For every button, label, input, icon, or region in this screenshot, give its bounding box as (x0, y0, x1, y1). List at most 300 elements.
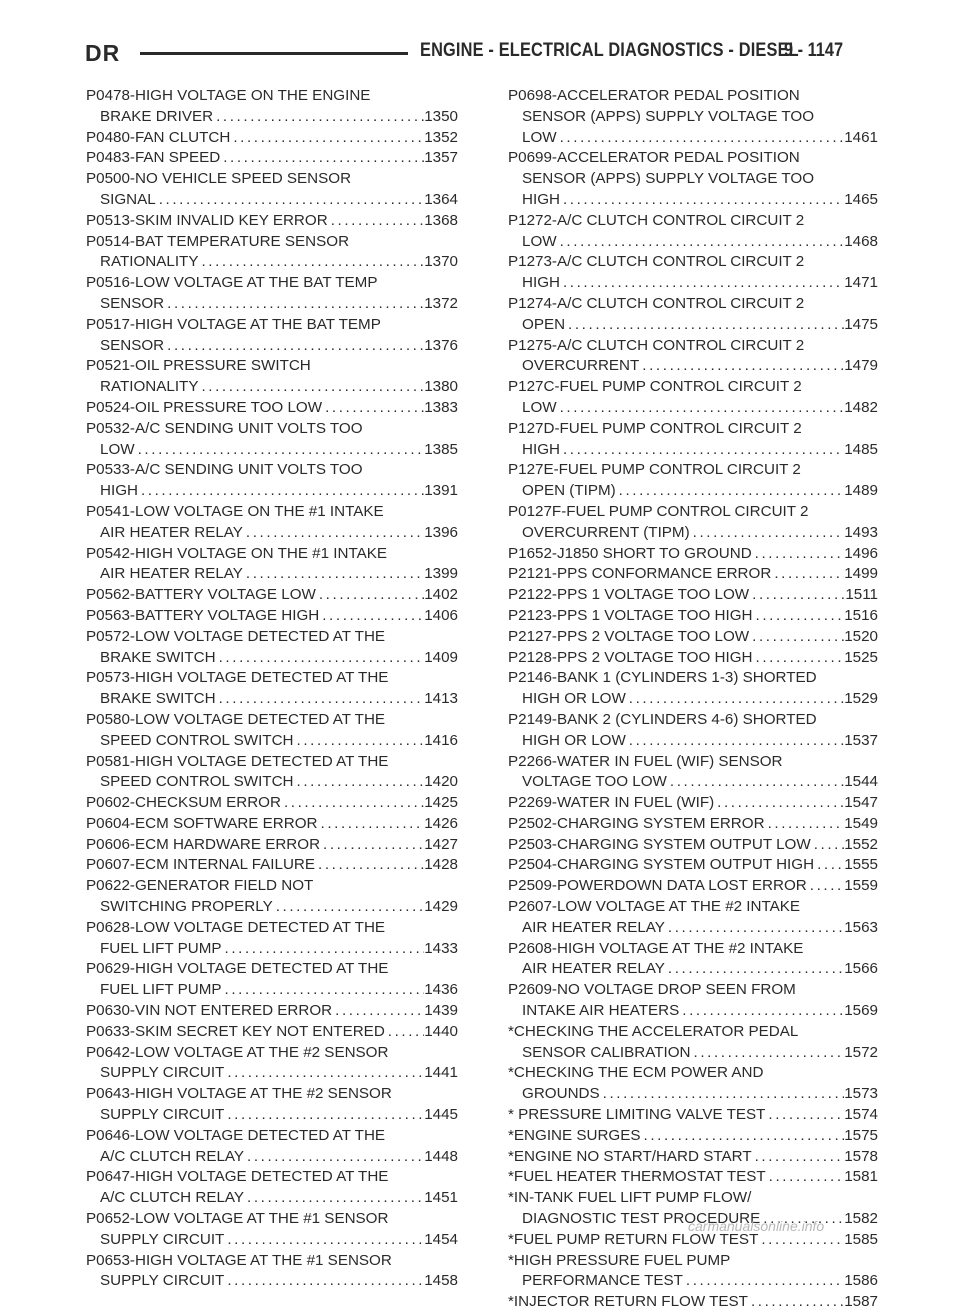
toc-entry-heading: P0521-OIL PRESSURE SWITCH (86, 357, 311, 375)
toc-entry-heading: P2607-LOW VOLTAGE AT THE #2 INTAKE (508, 898, 801, 916)
toc-entry[interactable] (86, 356, 458, 398)
toc-entry-title: HIGH (100, 482, 138, 500)
toc-entry[interactable] (86, 627, 458, 669)
toc-entry[interactable] (508, 1063, 878, 1105)
toc-entry-title: SIGNAL (100, 190, 156, 208)
toc-entry-page: 1482 (844, 398, 878, 416)
toc-entry-title: OPEN (TIPM) (522, 482, 616, 500)
toc-entry[interactable] (86, 1209, 458, 1251)
toc-column-left (86, 86, 458, 1292)
dot-leader (135, 440, 425, 461)
toc-entry-page: 1525 (844, 648, 878, 666)
toc-entry-page: 1461 (844, 128, 878, 146)
toc-entry[interactable] (508, 1292, 878, 1313)
toc-entry-title: BRAKE SWITCH (100, 648, 216, 666)
toc-entry-page: 1544 (844, 773, 878, 791)
toc-entry[interactable] (86, 86, 458, 128)
toc-entry-page: 1569 (844, 1002, 878, 1020)
toc-entry[interactable] (508, 939, 878, 981)
toc-entry-page: 1368 (424, 211, 458, 229)
toc-entry-title: P2128-PPS 2 VOLTAGE TOO HIGH (508, 648, 753, 666)
toc-entry[interactable] (508, 377, 878, 419)
dot-leader (315, 855, 424, 876)
toc-entry-heading: *HIGH PRESSURE FUEL PUMP (508, 1251, 731, 1269)
toc-entry-heading: *IN-TANK FUEL LIFT PUMP FLOW/ (508, 1189, 752, 1207)
toc-entry-title: P0513-SKIM INVALID KEY ERROR (86, 211, 328, 229)
toc-entry-heading: P0646-LOW VOLTAGE DETECTED AT THE (86, 1126, 386, 1144)
toc-entry-title: AIR HEATER RELAY (100, 523, 243, 541)
dot-leader (557, 232, 845, 253)
toc-entry-page: 1468 (844, 232, 878, 250)
toc-entry-heading: P0514-BAT TEMPERATURE SENSOR (86, 232, 350, 250)
dot-leader (557, 128, 845, 149)
dot-leader (641, 1126, 845, 1147)
toc-entry[interactable] (86, 315, 458, 357)
toc-entry-heading: P1274-A/C CLUTCH CONTROL CIRCUIT 2 (508, 294, 805, 312)
toc-entry-title: P0483-FAN SPEED (86, 149, 221, 167)
toc-entry-title: SPEED CONTROL SWITCH (100, 773, 294, 791)
toc-entry[interactable] (508, 627, 878, 648)
toc-entry-title: SPEED CONTROL SWITCH (100, 731, 294, 749)
toc-entry-page: 1416 (424, 731, 458, 749)
toc-entry-title: SENSOR CALIBRATION (522, 1043, 691, 1061)
toc-entry-page: 1396 (424, 523, 458, 541)
toc-entry[interactable] (508, 1251, 878, 1293)
toc-entry[interactable] (86, 585, 458, 606)
toc-entry[interactable] (86, 793, 458, 814)
toc-entry-heading: P0532-A/C SENDING UNIT VOLTS TOO (86, 419, 363, 437)
dot-leader (294, 772, 425, 793)
dot-leader (811, 835, 845, 856)
toc-entry-title: OPEN (522, 315, 566, 333)
toc-entry-title: LOW (522, 128, 557, 146)
toc-entry-page: 1372 (424, 294, 458, 312)
toc-entry-title: HIGH OR LOW (522, 690, 626, 708)
toc-entry-page: 1441 (424, 1064, 458, 1082)
toc-column-right (508, 86, 878, 1313)
toc-entry[interactable] (86, 752, 458, 794)
toc-entry-page: 1516 (844, 606, 878, 624)
toc-entry-title: P0633-SKIM SECRET KEY NOT ENTERED (86, 1022, 385, 1040)
dot-leader (319, 606, 424, 627)
toc-entry-page: 1549 (844, 814, 878, 832)
toc-entry-heading: P0573-HIGH VOLTAGE DETECTED AT THE (86, 669, 389, 687)
toc-entry-heading: P127E-FUEL PUMP CONTROL CIRCUIT 2 (508, 461, 801, 479)
header-model-code: DR (85, 40, 121, 66)
dot-leader (222, 939, 425, 960)
dot-leader (753, 648, 845, 669)
dot-leader (683, 1271, 844, 1292)
toc-entry-title: *FUEL PUMP RETURN FLOW TEST (508, 1230, 759, 1248)
toc-entry-title: P0563-BATTERY VOLTAGE HIGH (86, 606, 320, 624)
dot-leader (749, 627, 844, 648)
dot-leader (667, 772, 844, 793)
toc-entry-heading: P0517-HIGH VOLTAGE AT THE BAT TEMP (86, 315, 381, 333)
toc-entry[interactable] (508, 793, 878, 814)
toc-entry-title: P0606-ECM HARDWARE ERROR (86, 835, 321, 853)
toc-entry-heading: P0572-LOW VOLTAGE DETECTED AT THE (86, 627, 386, 645)
toc-entry[interactable] (86, 710, 458, 752)
toc-entry-title: P0602-CHECKSUM ERROR (86, 794, 281, 812)
toc-entry-title: HIGH OR LOW (522, 731, 626, 749)
toc-entry-heading: P0653-HIGH VOLTAGE AT THE #1 SENSOR (86, 1251, 392, 1269)
toc-entry-heading: P0647-HIGH VOLTAGE DETECTED AT THE (86, 1168, 389, 1186)
toc-entry-title: P0607-ECM INTERNAL FAILURE (86, 856, 316, 874)
toc-entry-title: SENSOR (100, 336, 165, 354)
toc-entry-heading: P2149-BANK 2 (CYLINDERS 4-6) SHORTED (508, 710, 817, 728)
toc-entry-title: P0630-VIN NOT ENTERED ERROR (86, 1002, 333, 1020)
toc-entry[interactable] (508, 835, 878, 856)
toc-entry-heading: P1272-A/C CLUTCH CONTROL CIRCUIT 2 (508, 211, 805, 229)
toc-entry-title: OVERCURRENT (522, 357, 640, 375)
dot-leader (281, 793, 424, 814)
dot-leader (665, 918, 844, 939)
dot-leader (560, 273, 844, 294)
toc-entry-title: SUPPLY CIRCUIT (100, 1272, 225, 1290)
toc-entry-page: 1445 (424, 1106, 458, 1124)
toc-entry-heading: P0699-ACCELERATOR PEDAL POSITION (508, 149, 800, 167)
dot-leader (565, 315, 844, 336)
toc-entry-heading-continued: SENSOR (APPS) SUPPLY VOLTAGE TOO (522, 107, 815, 125)
toc-entry-title: FUEL LIFT PUMP (100, 939, 222, 957)
toc-entry-heading: *CHECKING THE ECM POWER AND (508, 1064, 764, 1082)
toc-entry-page: 1454 (424, 1230, 458, 1248)
toc-entry[interactable] (508, 668, 878, 710)
toc-entry-heading: P0643-HIGH VOLTAGE AT THE #2 SENSOR (86, 1085, 392, 1103)
dot-leader (216, 689, 425, 710)
toc-entry-page: 1376 (424, 336, 458, 354)
toc-entry-page: 1552 (844, 835, 878, 853)
toc-entry-title: P2123-PPS 1 VOLTAGE TOO HIGH (508, 606, 753, 624)
toc-entry-heading: P0542-HIGH VOLTAGE ON THE #1 INTAKE (86, 544, 388, 562)
toc-entry-page: 1585 (844, 1230, 878, 1248)
dot-leader (560, 440, 844, 461)
toc-entry[interactable] (508, 86, 878, 148)
toc-entry-page: 1391 (424, 482, 458, 500)
toc-entry[interactable] (508, 1022, 878, 1064)
toc-entry[interactable] (508, 710, 878, 752)
toc-entry-page: 1520 (844, 627, 878, 645)
toc-entry-heading: P0127F-FUEL PUMP CONTROL CIRCUIT 2 (508, 502, 809, 520)
toc-entry[interactable] (508, 980, 878, 1022)
toc-entry-page: 1493 (844, 523, 878, 541)
toc-entry-page: 1436 (424, 981, 458, 999)
toc-entry-page: 1357 (424, 149, 458, 167)
toc-entry[interactable] (86, 835, 458, 856)
toc-entry-title: A/C CLUTCH RELAY (100, 1189, 245, 1207)
toc-entry-title: P1652-J1850 SHORT TO GROUND (508, 544, 752, 562)
toc-entry-title: HIGH (522, 440, 560, 458)
toc-entry-title: *FUEL HEATER THERMOSTAT TEST (508, 1168, 766, 1186)
toc-entry-page: 1547 (844, 794, 878, 812)
toc-entry-page: 1578 (844, 1147, 878, 1165)
toc-entry-heading: P127D-FUEL PUMP CONTROL CIRCUIT 2 (508, 419, 802, 437)
toc-entry[interactable] (86, 502, 458, 544)
toc-entry-page: 1537 (844, 731, 878, 749)
toc-entry-title: * PRESSURE LIMITING VALVE TEST (508, 1106, 766, 1124)
toc-entry-title: P2504-CHARGING SYSTEM OUTPUT HIGH (508, 856, 815, 874)
toc-entry[interactable] (508, 585, 878, 606)
toc-entry[interactable] (86, 1001, 458, 1022)
toc-entry[interactable] (508, 564, 878, 585)
toc-entry-page: 1364 (424, 190, 458, 208)
toc-entry[interactable] (86, 211, 458, 232)
toc-entry[interactable] (508, 648, 878, 669)
toc-entry[interactable] (508, 460, 878, 502)
toc-entry[interactable] (86, 1043, 458, 1085)
dot-leader (220, 148, 424, 169)
toc-entry-heading: P0698-ACCELERATOR PEDAL POSITION (508, 87, 800, 104)
toc-entry[interactable] (86, 1084, 458, 1126)
toc-entry[interactable] (86, 606, 458, 627)
toc-entry[interactable] (86, 1126, 458, 1168)
toc-entry-heading: P2266-WATER IN FUEL (WIF) SENSOR (508, 752, 783, 770)
dot-leader (766, 1167, 845, 1188)
toc-entry[interactable] (86, 918, 458, 960)
toc-entry[interactable] (508, 752, 878, 794)
toc-entry-page: 1433 (424, 939, 458, 957)
dot-leader (273, 897, 424, 918)
toc-entry-page: 1465 (844, 190, 878, 208)
toc-entry-page: 1440 (424, 1022, 458, 1040)
toc-entry[interactable] (508, 1126, 878, 1147)
toc-entry[interactable] (86, 668, 458, 710)
toc-entry-title: AIR HEATER RELAY (100, 565, 243, 583)
toc-entry-title: SUPPLY CIRCUIT (100, 1230, 225, 1248)
toc-entry[interactable] (86, 544, 458, 586)
toc-entry-title: AIR HEATER RELAY (522, 918, 665, 936)
toc-entry-heading: P0642-LOW VOLTAGE AT THE #2 SENSOR (86, 1043, 389, 1061)
toc-entry-title: VOLTAGE TOO LOW (522, 773, 667, 791)
toc-entry-page: 1413 (424, 690, 458, 708)
toc-entry-title: PERFORMANCE TEST (522, 1272, 683, 1290)
toc-entry-page: 1587 (844, 1293, 878, 1311)
dot-leader (244, 1188, 424, 1209)
toc-entry-page: 1399 (424, 565, 458, 583)
toc-entry-heading: P0533-A/C SENDING UNIT VOLTS TOO (86, 461, 363, 479)
dot-leader (316, 585, 424, 606)
dot-leader (230, 128, 424, 149)
toc-entry-page: 1406 (424, 606, 458, 624)
toc-entry[interactable] (86, 419, 458, 461)
toc-entry[interactable] (508, 814, 878, 835)
dot-leader (243, 564, 424, 585)
toc-entry-heading: P0500-NO VEHICLE SPEED SENSOR (86, 170, 352, 188)
toc-entry-title: SWITCHING PROPERLY (100, 898, 273, 916)
dot-leader (243, 523, 424, 544)
toc-entry-page: 1479 (844, 357, 878, 375)
toc-entry-title: P2127-PPS 2 VOLTAGE TOO LOW (508, 627, 750, 645)
toc-entry[interactable] (508, 211, 878, 253)
toc-entry-title: P2122-PPS 1 VOLTAGE TOO LOW (508, 586, 750, 604)
toc-entry-title: FUEL LIFT PUMP (100, 981, 222, 999)
toc-entry-heading: P2609-NO VOLTAGE DROP SEEN FROM (508, 981, 796, 999)
dot-leader (294, 731, 425, 752)
toc-entry-page: 1581 (844, 1168, 878, 1186)
dot-leader (679, 1001, 844, 1022)
dot-leader (320, 835, 424, 856)
toc-entry[interactable] (86, 128, 458, 149)
toc-entry-heading: P0628-LOW VOLTAGE DETECTED AT THE (86, 918, 386, 936)
toc-entry-page: 1402 (424, 586, 458, 604)
dot-leader (224, 1063, 424, 1084)
dot-leader (639, 356, 844, 377)
dot-leader (665, 959, 844, 980)
toc-entry[interactable] (86, 855, 458, 876)
toc-entry-heading: P0652-LOW VOLTAGE AT THE #1 SENSOR (86, 1210, 389, 1228)
toc-entry[interactable] (86, 1167, 458, 1209)
dot-leader (807, 876, 844, 897)
toc-entry-title: P2503-CHARGING SYSTEM OUTPUT LOW (508, 835, 811, 853)
toc-entry-heading: P1273-A/C CLUTCH CONTROL CIRCUIT 2 (508, 253, 805, 271)
toc-entry-heading-continued: SENSOR (APPS) SUPPLY VOLTAGE TOO (522, 170, 815, 188)
toc-entry-title: P2121-PPS CONFORMANCE ERROR (508, 565, 772, 583)
toc-entry-page: 1586 (844, 1272, 878, 1290)
toc-entry-heading: P2146-BANK 1 (CYLINDERS 1-3) SHORTED (508, 669, 817, 687)
dot-leader (557, 398, 845, 419)
toc-entry-heading: P0622-GENERATOR FIELD NOT (86, 877, 314, 895)
toc-entry-page: 1380 (424, 378, 458, 396)
toc-entry-page: 1572 (844, 1043, 878, 1061)
toc-entry-heading: *CHECKING THE ACCELERATOR PEDAL (508, 1022, 799, 1040)
dot-leader (164, 336, 424, 357)
toc-entry-heading: P0629-HIGH VOLTAGE DETECTED AT THE (86, 960, 389, 978)
toc-entry[interactable] (508, 606, 878, 627)
dot-leader (560, 190, 844, 211)
dot-leader (765, 814, 845, 835)
toc-entry-page: 1574 (844, 1106, 878, 1124)
dot-leader (752, 544, 845, 565)
dot-leader (318, 814, 425, 835)
dot-leader (714, 793, 844, 814)
toc-entry-page: 1566 (844, 960, 878, 978)
toc-entry[interactable] (508, 148, 878, 210)
toc-entry-title: OVERCURRENT (TIPM) (522, 523, 690, 541)
toc-entry-page: 1409 (424, 648, 458, 666)
toc-entry-heading: P2608-HIGH VOLTAGE AT THE #2 INTAKE (508, 939, 804, 957)
toc-entry[interactable] (86, 1251, 458, 1293)
toc-entry[interactable] (508, 1167, 878, 1188)
toc-entry[interactable] (86, 148, 458, 169)
toc-entry-title: INTAKE AIR HEATERS (522, 1002, 680, 1020)
toc-entry-page: 1475 (844, 315, 878, 333)
dot-leader (216, 648, 425, 669)
toc-entry-title: *ENGINE NO START/HARD START (508, 1147, 752, 1165)
header-rule (140, 52, 408, 55)
toc-entry-title: *INJECTOR RETURN FLOW TEST (508, 1293, 748, 1311)
dot-leader (222, 980, 425, 1001)
dot-leader (752, 1147, 845, 1168)
dot-leader (748, 1292, 844, 1313)
toc-entry[interactable] (508, 294, 878, 336)
toc-entry-page: 1559 (844, 877, 878, 895)
toc-entry-page: 1439 (424, 1002, 458, 1020)
toc-entry[interactable] (508, 544, 878, 565)
toc-entry[interactable] (508, 855, 878, 876)
toc-entry-page: 1428 (424, 856, 458, 874)
toc-entry-page: 1573 (844, 1085, 878, 1103)
toc-entry-title: SENSOR (100, 294, 165, 312)
toc-entry-title: GROUNDS (522, 1085, 600, 1103)
toc-entry-title: DIAGNOSTIC TEST PROCEDURE (522, 1210, 761, 1228)
header-page-number: 9 - 1147 (784, 40, 844, 61)
toc-entry-title: P0562-BATTERY VOLTAGE LOW (86, 586, 316, 604)
toc-entry[interactable] (86, 232, 458, 274)
toc-entry[interactable] (86, 169, 458, 211)
toc-entry-title: P2509-POWERDOWN DATA LOST ERROR (508, 877, 807, 895)
toc-entry[interactable] (508, 1105, 878, 1126)
toc-entry-page: 1383 (424, 398, 458, 416)
watermark: carmanualsonline.info (688, 1218, 825, 1234)
toc-entry-title: LOW (100, 440, 135, 458)
toc-entry-page: 1555 (844, 856, 878, 874)
toc-entry[interactable] (508, 252, 878, 294)
toc-entry[interactable] (508, 897, 878, 939)
toc-entry-page: 1485 (844, 440, 878, 458)
toc-entry-page: 1582 (844, 1210, 878, 1228)
toc-entry-page: 1370 (424, 253, 458, 271)
toc-entry-title: P0480-FAN CLUTCH (86, 128, 231, 146)
dot-leader (626, 731, 844, 752)
toc-entry-title: HIGH (522, 274, 560, 292)
dot-leader (765, 1105, 844, 1126)
toc-entry-page: 1350 (424, 107, 458, 125)
dot-leader (322, 398, 424, 419)
toc-entry[interactable] (508, 502, 878, 544)
toc-entry-page: 1427 (424, 835, 458, 853)
toc-entry[interactable] (508, 419, 878, 461)
dot-leader (213, 107, 424, 128)
toc-entry[interactable] (508, 1147, 878, 1168)
toc-entry-title: SUPPLY CIRCUIT (100, 1106, 225, 1124)
toc-entry-page: 1471 (844, 274, 878, 292)
page-header (0, 36, 960, 76)
toc-entry-heading: P0581-HIGH VOLTAGE DETECTED AT THE (86, 752, 389, 770)
toc-entry[interactable] (86, 814, 458, 835)
toc-entry-page: 1499 (844, 565, 878, 583)
dot-leader (198, 252, 424, 273)
toc-entry[interactable] (508, 876, 878, 897)
dot-leader (164, 294, 424, 315)
toc-entry-title: LOW (522, 398, 557, 416)
dot-leader (753, 606, 845, 627)
dot-leader (600, 1084, 845, 1105)
toc-entry-heading: P0580-LOW VOLTAGE DETECTED AT THE (86, 710, 386, 728)
toc-entry[interactable] (508, 336, 878, 378)
toc-entry-page: 1429 (424, 898, 458, 916)
dot-leader (626, 689, 844, 710)
toc-entry[interactable] (86, 398, 458, 419)
toc-entry-title: P2502-CHARGING SYSTEM ERROR (508, 814, 765, 832)
toc-entry-page: 1420 (424, 773, 458, 791)
toc-entry-title: RATIONALITY (100, 378, 199, 396)
toc-entry-heading: P127C-FUEL PUMP CONTROL CIRCUIT 2 (508, 378, 802, 396)
dot-leader (328, 211, 425, 232)
toc-entry-page: 1385 (424, 440, 458, 458)
toc-entry[interactable] (86, 460, 458, 502)
toc-entry[interactable] (86, 1022, 458, 1043)
dot-leader (616, 481, 845, 502)
toc-entry[interactable] (86, 959, 458, 1001)
toc-entry[interactable] (86, 876, 458, 918)
dot-leader (771, 564, 844, 585)
toc-entry-page: 1529 (844, 690, 878, 708)
dot-leader (224, 1105, 424, 1126)
toc-entry[interactable] (86, 273, 458, 315)
toc-entry-page: 1575 (844, 1126, 878, 1144)
toc-entry-title: SUPPLY CIRCUIT (100, 1064, 225, 1082)
toc-entry-page: 1458 (424, 1272, 458, 1290)
